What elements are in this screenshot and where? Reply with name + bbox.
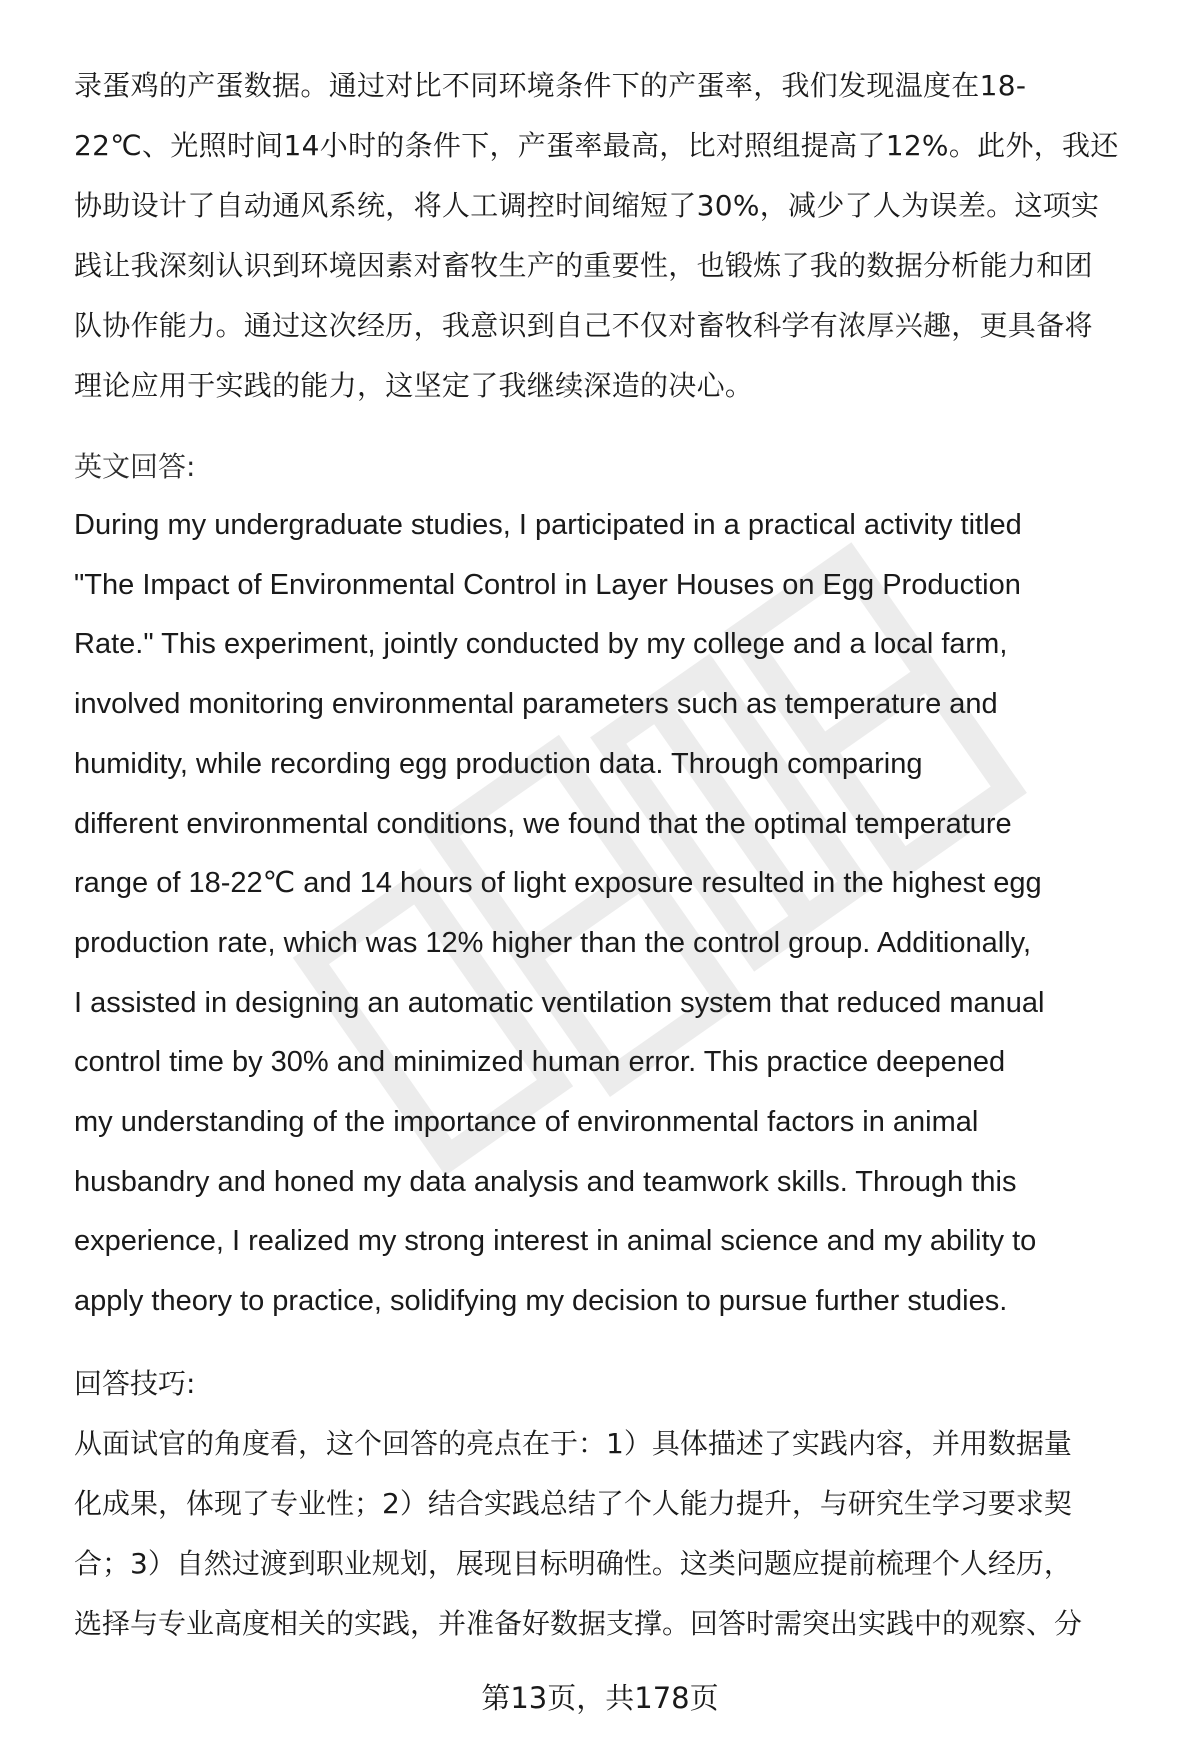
en-answer-line: I assisted in designing an automatic ventilation system that reduced manual (74, 986, 1045, 1019)
en-answer-line: humidity, while recording egg production data. Through comparing (74, 747, 923, 780)
tips-title: 回答技巧: (74, 1366, 196, 1400)
en-answer-line: production rate, which was 12% higher than the control group. Additionally, (74, 926, 1032, 959)
zh-answer-paragraph (74, 56, 1164, 416)
en-answer-line: husbandry and honed my data analysis and teamwork skills. Through this (74, 1165, 1017, 1198)
tips-line: 从面试官的角度看，这个回答的亮点在于：1）具体描述了实践内容，并用数据量 (74, 1426, 1072, 1460)
zh-answer-line: 22℃、光照时间14小时的条件下，产蛋率最高，比对照组提高了12%。此外，我还 (74, 129, 1119, 162)
en-answer-line: Rate." This experiment, jointly conducted by my college and a local farm, (74, 628, 1008, 661)
en-answer-line: control time by 30% and minimized human error. This practice deepened (74, 1046, 1006, 1079)
en-answer-line: experience, I realized my strong interest in animal science and my ability to (74, 1225, 1037, 1258)
tips-paragraph (74, 1414, 1164, 1654)
tips-line: 合；3）自然过渡到职业规划，展现目标明确性。这类问题应提前梳理个人经历， (74, 1546, 1072, 1580)
zh-answer-line: 录蛋鸡的产蛋数据。通过对比不同环境条件下的产蛋率，我们发现温度在18- (74, 69, 1027, 102)
zh-answer-line: 协助设计了自动通风系统，将人工调控时间缩短了30%，减少了人为误差。这项实 (74, 189, 1100, 222)
zh-answer-line: 践让我深刻认识到环境因素对畜牧生产的重要性，也锻炼了我的数据分析能力和团 (74, 249, 1093, 282)
en-answer-line: range of 18-22℃ and 14 hours of light exposure resulted in the highest egg (74, 867, 1042, 900)
tips-line: 化成果，体现了专业性；2）结合实践总结了个人能力提升，与研究生学习要求契 (74, 1486, 1072, 1520)
page-content (74, 56, 1164, 1654)
en-answer-line: involved monitoring environmental parameters such as temperature and (74, 688, 998, 721)
en-answer-paragraph (74, 496, 1164, 1332)
en-answer-line: apply theory to practice, solidifying my decision to pursue further studies. (74, 1285, 1008, 1318)
zh-answer-line: 队协作能力。通过这次经历，我意识到自己不仅对畜牧科学有浓厚兴趣，更具备将 (74, 309, 1093, 342)
en-answer-line: my understanding of the importance of environmental factors in animal (74, 1106, 979, 1139)
en-answer-title: 英文回答: (74, 450, 196, 483)
page-number-footer: 第13页，共178页 (481, 1681, 719, 1715)
en-answer-line: During my undergraduate studies, I participated in a practical activity titled (74, 509, 1022, 541)
zh-answer-line: 理论应用于实践的能力，这坚定了我继续深造的决心。 (74, 369, 754, 402)
en-answer-line: "The Impact of Environmental Control in Layer Houses on Egg Production (74, 568, 1021, 601)
tips-line: 选择与专业高度相关的实践，并准备好数据支撑。回答时需突出实践中的观察、分 (74, 1606, 1083, 1640)
en-answer-line: different environmental conditions, we found that the optimal temperature (74, 807, 1012, 840)
